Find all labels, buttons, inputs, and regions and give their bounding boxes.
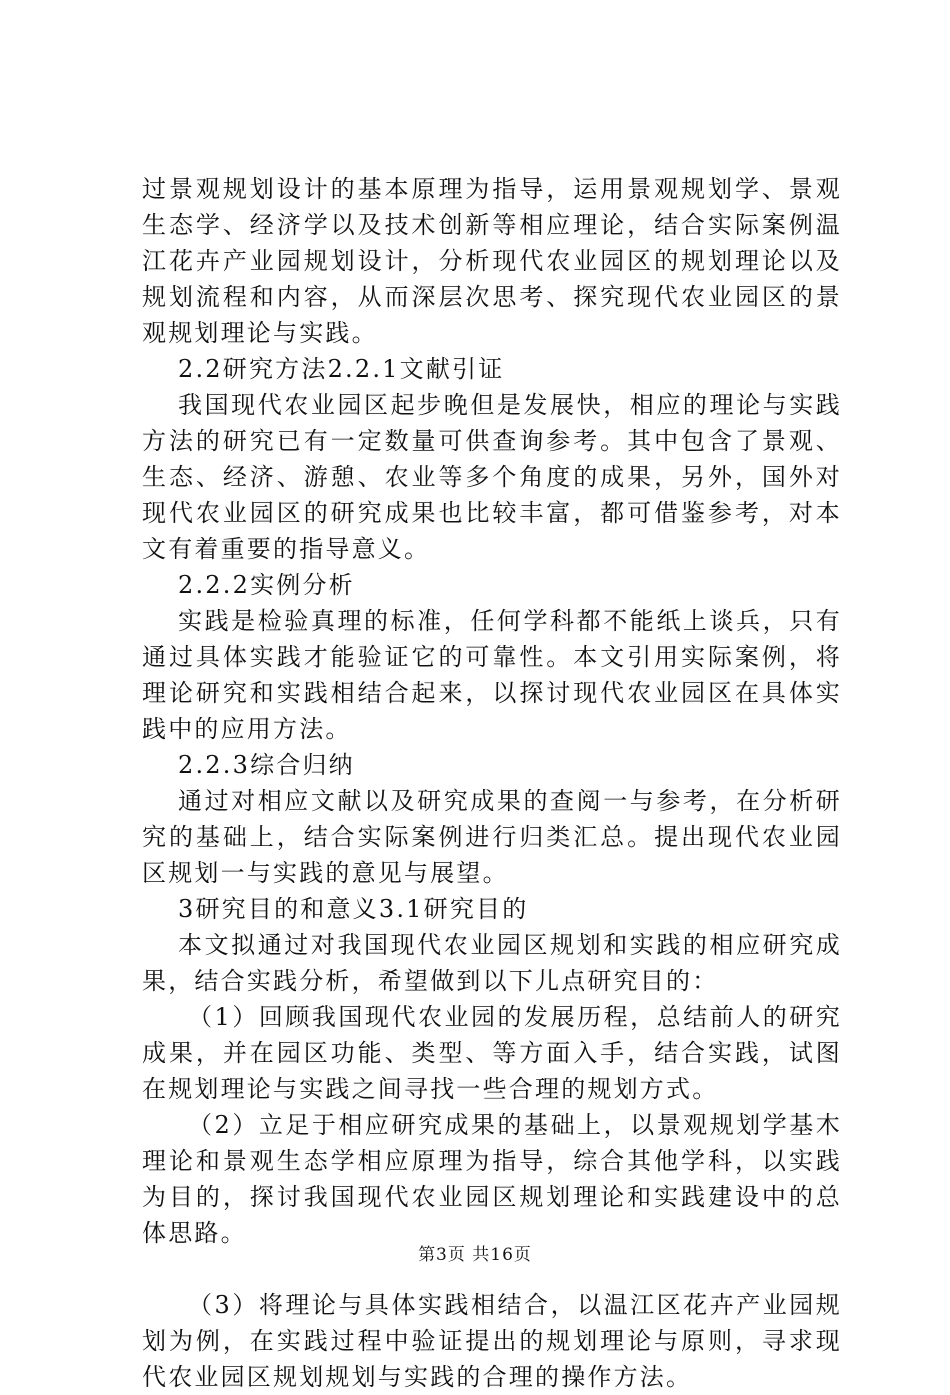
list-item-objective-2: （2）立足于相应研究成果的基础上，以景观规划学基木理论和景观生态学相应原理为指导，综合其他学科，以实践为目的，探讨我国现代农业园区规划理论和实践建设中的总体思路。 [142, 1111, 842, 1247]
list-item-objective-1: （1）回顾我国现代农业园的发展历程，总结前人的研究成果，并在园区功能、类型、等方面入手，结合实践，试图在规划理论与实践之间寻找一些合理的规划方式。 [142, 1003, 842, 1103]
page-number-footer: 第3页 共16页 [418, 1245, 532, 1265]
paragraph-case-analysis: 实践是检验真理的标准，任何学科都不能纸上谈兵，只有通过具体实践才能验证它的可靠性。本文引用实际案例，将理论研究和实践相结合起来，以探讨现代农业园区在具体实践中的应用方法。 [142, 607, 842, 743]
heading-synthesis: 2.2.3综合归纳 [178, 751, 355, 779]
heading-research-methods: 2.2研究方法2.2.1文献引证 [178, 355, 505, 383]
heading-research-objectives: 3研究目的和意义3.1研究目的 [178, 895, 529, 923]
list-item-objective-3: （3）将理论与具体实践相结合，以温江区花卉产业园规划为例，在实践过程中验证提出的规划理论与原则，寻求现代农业园区规划规划与实践的合理的操作方法。 [142, 1291, 842, 1391]
document-body [142, 171, 842, 1395]
paragraph-intro-continuation: 过景观规划设计的基本原理为指导，运用景观规划学、景观生态学、经济学以及技术创新等相应理论，结合实际案例温江花卉产业园规划设计，分析现代农业园区的规划理论以及规划流程和内容，从而深层次思考、探究现代农业园区的景观规划理论与实践。 [142, 175, 842, 347]
paragraph-synthesis: 通过对相应文献以及研究成果的查阅一与参考，在分析研究的基础上，结合实际案例进行归类汇总。提出现代农业园区规划一与实践的意见与展望。 [142, 787, 842, 887]
paragraph-objectives-intro: 本文拟通过对我国现代农业园区规划和实践的相应研究成果，结合实践分析，希望做到以下儿点研究目的： [142, 931, 842, 995]
paragraph-literature-citation: 我国现代农业园区起步晚但是发展快，相应的理论与实践方法的研究已有一定数量可供查询参考。其中包含了景观、生态、经济、游憩、农业等多个角度的成果，另外，国外对现代农业园区的研究成果也比较丰富，都可借鉴参考，对本文有着重要的指导意义。 [142, 391, 842, 563]
heading-case-analysis: 2.2.2实例分析 [178, 571, 355, 599]
